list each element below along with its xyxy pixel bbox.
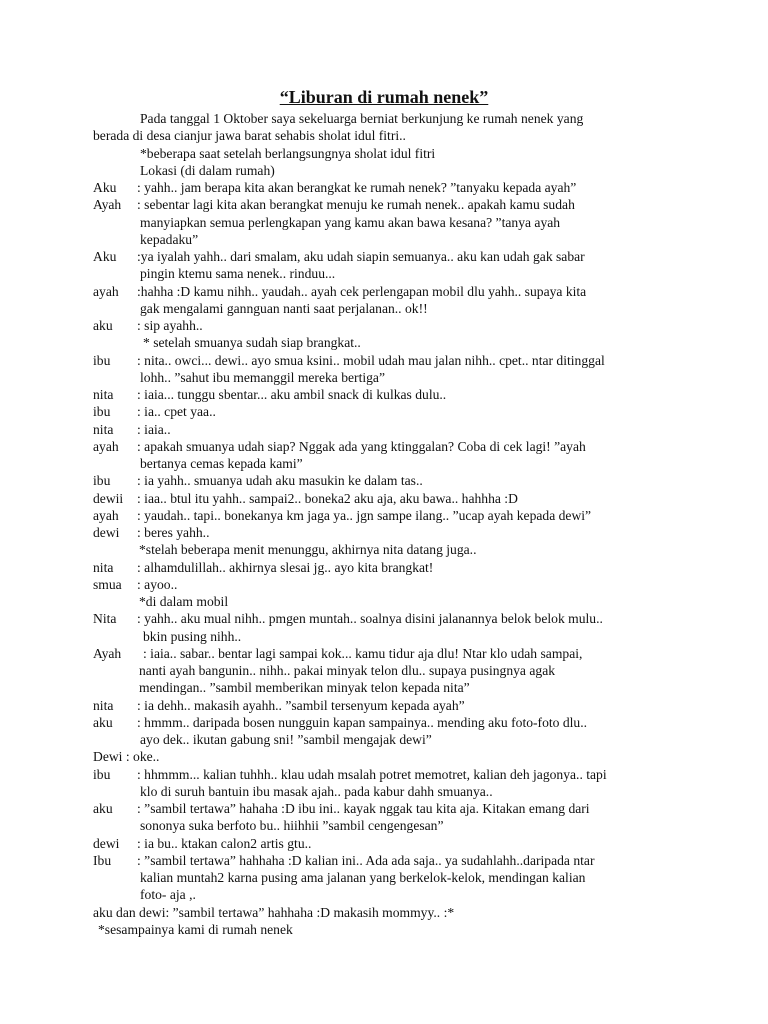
line-text: : yahh.. jam berapa kita akan berangkat ke rumah nenek? ”tanyaku kepada ayah” bbox=[137, 180, 577, 195]
line-text: nanti ayah bangunin.. nihh.. pakai minyak telon dlu.. supaya pusingnya agak bbox=[139, 663, 556, 678]
line-text: : ”sambil tertawa” hahaha :D ibu ini.. kayak nggak tau kita aja. Kitakan emang dari bbox=[137, 801, 590, 816]
speaker-label: Ayah bbox=[93, 645, 122, 661]
line-text: : sip ayahh.. bbox=[137, 318, 203, 333]
text-line bbox=[0, 421, 768, 438]
text-line bbox=[0, 662, 768, 679]
line-text: : sebentar lagi kita akan berangkat menuju ke rumah nenek.. apakah kamu sudah bbox=[137, 197, 575, 213]
line-text: * setelah smuanya sudah siap brangkat.. bbox=[143, 335, 361, 351]
text-line bbox=[0, 352, 768, 369]
line-text: Pada tanggal 1 Oktober saya sekeluarga berniat berkunjung ke rumah nenek yang bbox=[140, 111, 584, 126]
text-line bbox=[0, 283, 768, 300]
text-line bbox=[0, 800, 768, 817]
speaker-label: dewi bbox=[93, 525, 120, 540]
line-text: lohh.. ”sahut ibu memanggil mereka bertiga” bbox=[140, 369, 385, 385]
line-text: gak mengalami gannguan nanti saat perjalanan.. ok!! bbox=[140, 300, 428, 316]
line-text: kalian muntah2 karna pusing ama jalanan yang berkelok-kelok, mendingan kalian bbox=[140, 870, 586, 885]
speaker-label: ayah bbox=[93, 283, 119, 299]
speaker-label: ibu bbox=[93, 404, 111, 420]
line-text: *di dalam mobil bbox=[139, 594, 229, 609]
text-line bbox=[0, 507, 768, 524]
text-line bbox=[0, 265, 768, 282]
line-text: : hmmm.. daripada bosen nungguin kapan sampainya.. mending aku foto-foto dlu.. bbox=[137, 714, 588, 730]
text-line bbox=[0, 576, 768, 593]
text-line bbox=[0, 559, 768, 576]
speaker-label: Nita bbox=[93, 611, 117, 627]
text-line bbox=[0, 852, 768, 869]
text-line bbox=[0, 110, 768, 127]
speaker-label: nita bbox=[93, 421, 114, 437]
text-line bbox=[0, 783, 768, 800]
line-text: : nita.. owci... dewi.. ayo smua ksini.. mobil udah mau jalan nihh.. cpet.. ntar ditinggal bbox=[137, 352, 605, 368]
speaker-label: aku bbox=[93, 318, 113, 333]
speaker-label: smua bbox=[93, 576, 122, 592]
line-text: bkin pusing nihh.. bbox=[143, 628, 242, 644]
text-line bbox=[0, 231, 768, 248]
speaker-label: ibu bbox=[93, 766, 111, 782]
text-line bbox=[0, 438, 768, 455]
text-line bbox=[0, 179, 768, 196]
line-text: ayo dek.. ikutan gabung sni! ”sambil mengajak dewi” bbox=[140, 732, 432, 747]
text-line bbox=[0, 921, 768, 938]
line-text: :ya iyalah yahh.. dari smalam, aku udah siapin semuanya.. aku kan udah gak sabar bbox=[137, 249, 585, 264]
speaker-label: ayah bbox=[93, 507, 119, 523]
line-text: *stelah beberapa menit menunggu, akhirnya nita datang juga.. bbox=[139, 542, 477, 558]
text-line bbox=[0, 610, 768, 627]
line-text: Dewi : oke.. bbox=[93, 749, 160, 765]
text-line bbox=[0, 386, 768, 403]
speaker-label: Aku bbox=[93, 180, 117, 195]
line-text: *sesampainya kami di rumah nenek bbox=[98, 921, 293, 937]
speaker-label: nita bbox=[93, 559, 114, 575]
line-text: aku dan dewi: ”sambil tertawa” hahhaha :D makasih mommyy.. :* bbox=[93, 904, 455, 920]
speaker-label: Ayah bbox=[93, 197, 122, 213]
text-line bbox=[0, 645, 768, 662]
line-text: : ia.. cpet yaa.. bbox=[137, 404, 216, 420]
line-text: : iaia... tunggu sbentar... aku ambil snack di kulkas dulu.. bbox=[137, 387, 447, 402]
text-line bbox=[0, 472, 768, 489]
speaker-label: aku bbox=[93, 801, 113, 816]
text-line bbox=[0, 679, 768, 696]
text-line bbox=[0, 541, 768, 558]
line-text: kepadaku” bbox=[140, 231, 199, 247]
speaker-label: ibu bbox=[93, 473, 111, 489]
document-body bbox=[0, 110, 768, 938]
line-text: : yaudah.. tapi.. bonekanya km jaga ya.. jgn sampe ilang.. ”ucap ayah kepada dewi” bbox=[137, 507, 592, 523]
speaker-label: aku bbox=[93, 714, 113, 730]
line-text: mendingan.. ”sambil memberikan minyak telon kepada nita” bbox=[139, 680, 470, 696]
speaker-label: nita bbox=[93, 697, 114, 713]
speaker-label: ibu bbox=[93, 352, 111, 368]
text-line bbox=[0, 748, 768, 765]
line-text: : beres yahh.. bbox=[137, 525, 210, 540]
speaker-label: Ibu bbox=[93, 852, 112, 868]
line-text: : ia dehh.. makasih ayahh.. ”sambil tersenyum kepada ayah” bbox=[137, 697, 465, 713]
line-text: : iaia.. bbox=[137, 421, 171, 437]
line-text: : ”sambil tertawa” hahhaha :D kalian ini.. Ada ada saja.. ya sudahlahh..daripada ntar bbox=[137, 852, 595, 868]
line-text: : iaia.. sabar.. bentar lagi sampai kok... kamu tidur aja dlu! Ntar klo udah sampai, bbox=[143, 645, 583, 661]
speaker-label: nita bbox=[93, 387, 114, 402]
text-line bbox=[0, 524, 768, 541]
line-text: foto- aja ,. bbox=[140, 887, 196, 903]
speaker-label: Aku bbox=[93, 249, 117, 264]
line-text: : yahh.. aku mual nihh.. pmgen muntah.. soalnya disini jalanannya belok belok mulu.. bbox=[137, 611, 603, 627]
text-line bbox=[0, 334, 768, 351]
line-text: sononya suka berfoto bu.. hiihhii ”sambil cengengesan” bbox=[140, 818, 444, 834]
line-text: : alhamdulillah.. akhirnya slesai jg.. ayo kita brangkat! bbox=[137, 559, 434, 575]
line-text: *beberapa saat setelah berlangsungnya sholat idul fitri bbox=[140, 145, 436, 161]
line-text: : iaa.. btul itu yahh.. sampai2.. boneka2 aku aja, aku bawa.. hahhha :D bbox=[137, 490, 518, 506]
text-line bbox=[0, 369, 768, 386]
line-text: : ia bu.. ktakan calon2 artis gtu.. bbox=[137, 835, 312, 851]
text-line bbox=[0, 196, 768, 213]
text-line bbox=[0, 869, 768, 886]
text-line bbox=[0, 490, 768, 507]
text-line bbox=[0, 817, 768, 834]
text-line bbox=[0, 714, 768, 731]
document-title: “Liburan di rumah nenek” bbox=[279, 87, 489, 107]
text-line bbox=[0, 628, 768, 645]
line-text: bertanya cemas kepada kami” bbox=[140, 456, 303, 471]
speaker-label: ayah bbox=[93, 438, 119, 454]
text-line bbox=[0, 300, 768, 317]
line-text: Lokasi (di dalam rumah) bbox=[140, 162, 275, 178]
line-text: : hhmmm... kalian tuhhh.. klau udah msalah potret memotret, kalian deh jagonya.. tapi bbox=[137, 766, 607, 782]
text-line bbox=[0, 455, 768, 472]
text-line bbox=[0, 127, 768, 144]
text-line bbox=[0, 697, 768, 714]
text-line bbox=[0, 731, 768, 748]
text-line bbox=[0, 214, 768, 231]
text-line bbox=[0, 766, 768, 783]
line-text: pingin ktemu sama nenek.. rinduu... bbox=[140, 266, 336, 282]
text-line bbox=[0, 593, 768, 610]
text-line bbox=[0, 835, 768, 852]
line-text: : apakah smuanya udah siap? Nggak ada yang ktinggalan? Coba di cek lagi! ”ayah bbox=[137, 438, 586, 454]
line-text: manyiapkan semua perlengkapan yang kamu akan bawa kesana? ”tanya ayah bbox=[140, 214, 561, 230]
text-line bbox=[0, 904, 768, 921]
text-line bbox=[0, 317, 768, 334]
text-line bbox=[0, 403, 768, 420]
speaker-label: dewi bbox=[93, 835, 120, 851]
line-text: berada di desa cianjur jawa barat sehabis sholat idul fitri.. bbox=[93, 128, 406, 144]
text-line bbox=[0, 886, 768, 903]
text-line bbox=[0, 248, 768, 265]
text-line bbox=[0, 162, 768, 179]
text-line bbox=[0, 145, 768, 162]
speaker-label: dewii bbox=[93, 490, 124, 506]
line-text: : ia yahh.. smuanya udah aku masukin ke dalam tas.. bbox=[137, 473, 423, 489]
line-text: klo di suruh bantuin ibu masak ajah.. pada kabur dahh smuanya.. bbox=[140, 783, 493, 799]
line-text: : ayoo.. bbox=[137, 576, 178, 592]
line-text: :hahha :D kamu nihh.. yaudah.. ayah cek perlengapan mobil dlu yahh.. supaya kita bbox=[137, 283, 587, 299]
